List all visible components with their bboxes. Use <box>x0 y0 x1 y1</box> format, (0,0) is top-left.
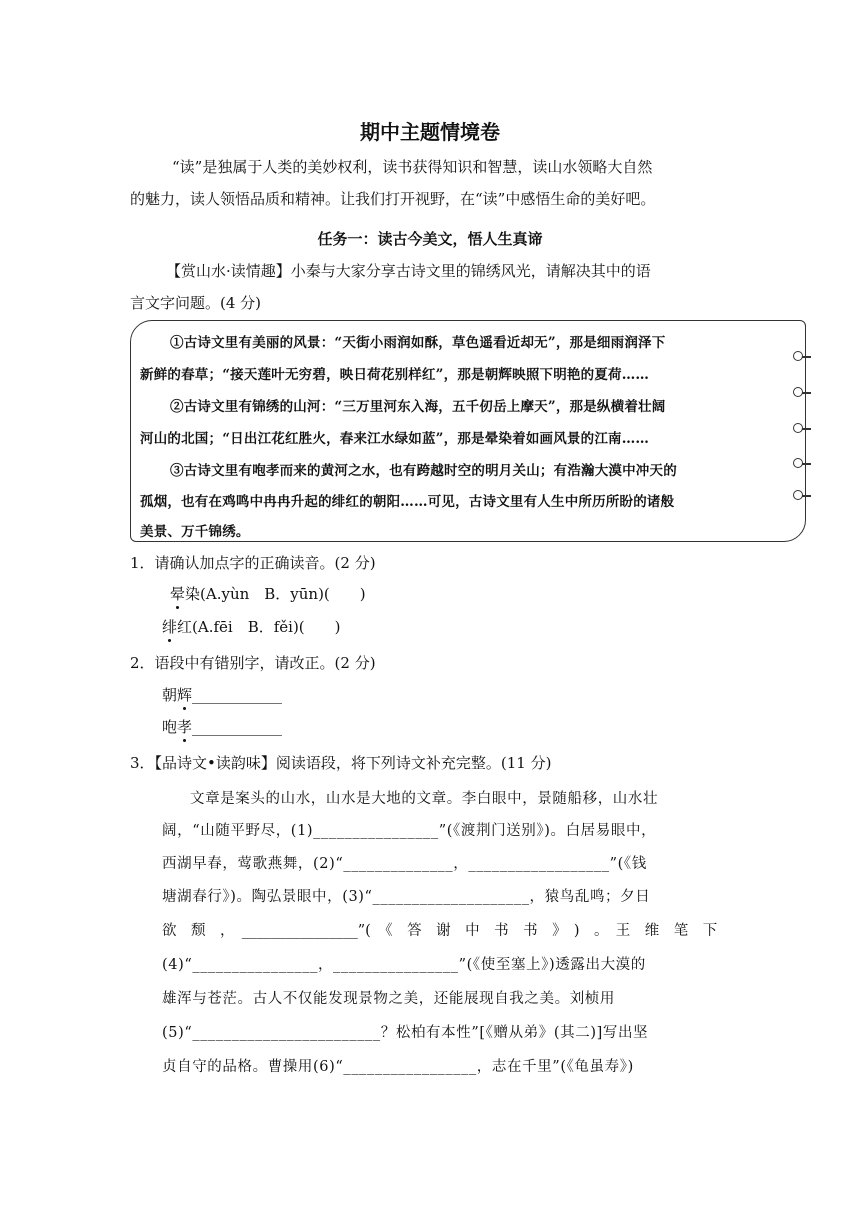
question-3-line: 雄浑与苍茫。古人不仅能发现景物之美，还能展现自我之美。刘桢用 <box>162 991 615 1007</box>
emphasis-char: 绯 <box>162 618 178 636</box>
emphasis-char: 孝 <box>177 718 193 736</box>
question-1-option-a <box>170 583 366 605</box>
emphasis-char: 辉 <box>177 686 193 704</box>
passage-line: 孤烟，也有在鸡鸣中冉冉升起的绯红的朝阳……可见，古诗文里有人生中所历所盼的诸般 <box>140 494 675 510</box>
question-1-option-b <box>162 616 341 638</box>
question-3-line[interactable]: (4)“________________，________________”(《使至塞上》)透露出大漠的 <box>162 957 646 973</box>
binder-ring-tail <box>802 392 811 394</box>
binder-ring-tail <box>802 428 811 430</box>
passage-line: ②古诗文里有锦绣的山河：“三万里河东入海，五千仞岳上摩天”，那是纵横着壮阔 <box>170 399 666 415</box>
question-3-line[interactable]: 西湖早春，莺歌燕舞，(2)“______________，__________________”(《钱 <box>162 856 647 872</box>
task-one-heading: 任务一：读古今美文，悟人生真谛 <box>317 230 543 248</box>
passage-line: 美景、万千锦绣。 <box>140 524 250 540</box>
question-3-stem: 3．【品诗文•读韵味】阅读语段，将下列诗文补充完整。(11 分) <box>130 754 552 772</box>
word-prefix: 咆 <box>162 718 178 736</box>
question-3-line: 文章是案头的山水，山水是大地的文章。李白眼中，景随船移，山水壮 <box>190 791 659 807</box>
option-text: 红(A.fēi B．fěi)( ) <box>177 618 341 636</box>
passage-line: ①古诗文里有美丽的风景：“天街小雨润如酥，草色遥看近却无”，那是细雨润泽下 <box>170 335 666 351</box>
question-3-line[interactable]: 塘湖春行》)。陶弘景眼中，(3)“____________________，猿鸟乱鸣；夕日 <box>162 889 651 905</box>
question-2-item-a <box>162 684 282 706</box>
page-title: 期中主题情境卷 <box>360 120 500 144</box>
passage-line: 新鲜的春草；“接天莲叶无穷碧，映日荷花别样红”，那是朝辉映照下明艳的夏荷…… <box>140 367 650 383</box>
answer-blank[interactable]: ____________ <box>192 718 283 736</box>
emphasis-char: 晕 <box>170 585 186 603</box>
question-3-line[interactable]: 贞自守的品格。曹操用(6)“_________________，志在千里”(《龟虽寿》) <box>162 1059 634 1075</box>
passage-line: 河山的北国；“日出江花红胜火，春来江水绿如蓝”，那是晕染着如画风景的江南…… <box>140 431 650 447</box>
question-3-line[interactable]: 阔，“山随平野尽，(1)________________”(《渡荆门送别》)。白居易眼中， <box>162 823 657 839</box>
intro-line-1: “读”是独属于人类的美妙权利，读书获得知识和智慧，读山水领略大自然 <box>172 158 653 176</box>
section-one-line-1: 【赏山水·读情趣】小秦与大家分享古诗文里的锦绣风光，请解决其中的语 <box>166 262 651 280</box>
question-3-line[interactable]: (5)“________________________？松柏有本性”[《赠从弟》(其二)]写出坚 <box>162 1025 649 1041</box>
binder-ring-tail <box>802 495 811 497</box>
answer-blank[interactable]: ____________ <box>192 686 283 704</box>
intro-line-2: 的魅力，读人领悟品质和精神。让我们打开视野，在“读”中感悟生命的美好吧。 <box>130 190 656 208</box>
word-prefix: 朝 <box>162 686 178 704</box>
passage-line: ③古诗文里有咆孝而来的黄河之水，也有跨越时空的明月关山；有浩瀚大漠中冲天的 <box>170 463 677 479</box>
question-3-line[interactable]: 欲 颓 ， ________________”( 《 答 谢 中 书 书 》 ) 。 王 维 笔 下 <box>162 923 718 939</box>
option-text: 染(A.yùn B．yūn)( ) <box>185 585 366 603</box>
question-2-item-b <box>162 716 282 738</box>
binder-ring-tail <box>802 356 811 358</box>
binder-ring-tail <box>802 463 811 465</box>
section-one-line-2: 言文字问题。(4 分) <box>130 294 262 312</box>
question-1-stem: 1．请确认加点字的正确读音。(2 分) <box>130 554 376 572</box>
question-2-stem: 2．语段中有错别字，请改正。(2 分) <box>130 654 376 672</box>
